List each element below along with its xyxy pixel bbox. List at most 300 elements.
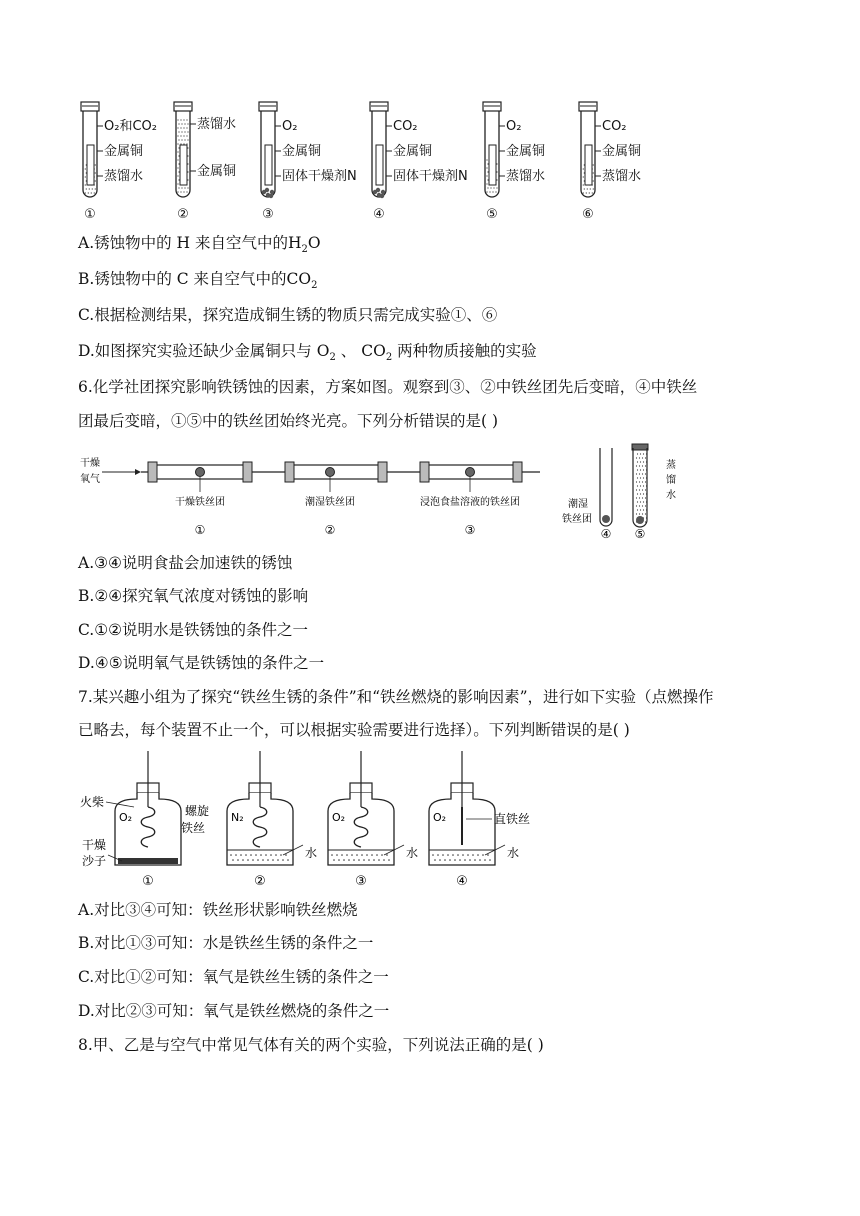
q5-option-a: A.锈蚀物中的 H 来自空气中的$H_2O$ bbox=[78, 234, 321, 256]
q5-option-c: C.根据检测结果，探究造成铜生锈的物质只需完成实验①、⑥ bbox=[78, 306, 498, 324]
desiccant-granule bbox=[380, 194, 384, 198]
water-dot bbox=[373, 859, 375, 861]
liquid-dot bbox=[184, 123, 185, 124]
liquid-dot bbox=[180, 119, 181, 120]
q5-option-b: B.锈蚀物中的 C 来自空气中的$CO_2$ bbox=[78, 270, 318, 292]
water-dot bbox=[235, 854, 237, 856]
q7-stem-line1: 7.某兴趣小组为了探究“铁丝生锈的条件”和“铁丝燃烧的影响因素”，进行如下实验（点燃操作 bbox=[78, 688, 714, 706]
liquid-dot bbox=[177, 159, 178, 160]
liquid-dot bbox=[590, 188, 591, 189]
water-dot bbox=[437, 854, 439, 856]
water-dot bbox=[637, 453, 638, 454]
liquid-dot bbox=[586, 192, 587, 193]
water-dot bbox=[643, 485, 644, 486]
water-dot bbox=[643, 461, 644, 462]
liquid-dot bbox=[487, 163, 488, 164]
water-dot bbox=[351, 854, 353, 856]
liquid-dot bbox=[181, 187, 182, 188]
liquid-dot bbox=[593, 180, 594, 181]
water-dot bbox=[636, 513, 637, 514]
water-dot bbox=[474, 859, 476, 861]
water-dot bbox=[333, 859, 335, 861]
tube-number: ④ bbox=[600, 527, 612, 541]
water-dot bbox=[482, 854, 484, 856]
liquid-dot bbox=[593, 164, 594, 165]
stopper-left bbox=[420, 462, 429, 482]
tube-label: 潮湿铁丝团 bbox=[305, 497, 355, 508]
water-dot bbox=[646, 485, 647, 486]
gas-label: O₂ bbox=[433, 811, 447, 824]
tube-number: ② bbox=[177, 207, 189, 222]
water-label: 水 bbox=[507, 846, 520, 860]
q7-option-b: B.对比①③可知：水是铁丝生锈的条件之一 bbox=[78, 934, 374, 952]
liquid-dot bbox=[496, 179, 497, 180]
liquid-dot bbox=[496, 187, 497, 188]
water-dot bbox=[484, 859, 486, 861]
water-dot bbox=[636, 489, 637, 490]
water-dot bbox=[467, 854, 469, 856]
liquid-dot bbox=[496, 163, 497, 164]
water-dot bbox=[636, 497, 637, 498]
water-dot bbox=[447, 854, 449, 856]
water-label: 水 bbox=[305, 846, 318, 860]
tube-label: 金属铜 bbox=[282, 144, 322, 159]
tube-label: 潮湿 bbox=[568, 499, 588, 510]
water-dot bbox=[388, 859, 390, 861]
water-dot bbox=[383, 859, 385, 861]
liquid-dot bbox=[177, 127, 178, 128]
water-dot bbox=[643, 509, 644, 510]
gas-bottle-3 bbox=[328, 751, 418, 889]
water-dot bbox=[646, 461, 647, 462]
q6-stem-line1: 6.化学社团探究影响铁锈蚀的因素，方案如图。观察到③、②中铁丝团先后变暗，④中铁丝 bbox=[78, 378, 698, 396]
water-dot bbox=[637, 477, 638, 478]
liquid-dot bbox=[489, 191, 490, 192]
tube-label: O₂ bbox=[282, 119, 298, 134]
water-dot bbox=[643, 469, 644, 470]
water-dot bbox=[640, 493, 641, 494]
water-dot bbox=[642, 481, 643, 482]
water-dot bbox=[642, 497, 643, 498]
water-dot bbox=[637, 493, 638, 494]
liquid-dot bbox=[486, 183, 487, 184]
tube-label: 铁丝团 bbox=[562, 514, 592, 525]
liquid-dot bbox=[85, 168, 86, 169]
liquid-dot bbox=[85, 176, 86, 177]
liquid-dot bbox=[177, 183, 178, 184]
water-dot bbox=[639, 473, 640, 474]
liquid-dot bbox=[187, 147, 188, 148]
liquid-dot bbox=[187, 131, 188, 132]
water-dot bbox=[252, 859, 254, 861]
q7-option-c: C.对比①②可知：氧气是铁丝生锈的条件之一 bbox=[78, 968, 389, 986]
water-dot bbox=[637, 469, 638, 470]
reaction-tube-1 bbox=[148, 462, 252, 537]
liquid-dot bbox=[178, 179, 179, 180]
coil-label: 铁丝 bbox=[181, 821, 206, 835]
liquid-dot bbox=[183, 191, 184, 192]
water-dot bbox=[343, 859, 345, 861]
liquid-dot bbox=[492, 191, 493, 192]
liquid-dot bbox=[180, 135, 181, 136]
water-dot bbox=[434, 859, 436, 861]
liquid-dot bbox=[187, 171, 188, 172]
water-dot bbox=[353, 859, 355, 861]
tube-number: ④ bbox=[373, 207, 385, 222]
water-dot bbox=[636, 465, 637, 466]
iron-rust-apparatus-figure bbox=[0, 440, 860, 550]
water-dot bbox=[479, 859, 481, 861]
water-dot bbox=[646, 453, 647, 454]
water-dot bbox=[637, 485, 638, 486]
water-dot bbox=[645, 465, 646, 466]
water-dot bbox=[356, 854, 358, 856]
water-dot bbox=[381, 854, 383, 856]
liquid-dot bbox=[487, 187, 488, 188]
liquid-dot bbox=[92, 188, 93, 189]
reaction-tube-3 bbox=[420, 462, 522, 537]
water-dot bbox=[444, 859, 446, 861]
water-dot bbox=[636, 481, 637, 482]
stopper-left bbox=[148, 462, 157, 482]
liquid-dot bbox=[496, 171, 497, 172]
water-dot bbox=[639, 489, 640, 490]
liquid-dot bbox=[186, 119, 187, 120]
water-dot bbox=[636, 505, 637, 506]
water-dot bbox=[282, 859, 284, 861]
water-dot bbox=[439, 859, 441, 861]
water-dot bbox=[285, 854, 287, 856]
gas-label: O₂ bbox=[332, 811, 346, 824]
tube-label: 金属铜 bbox=[104, 144, 144, 159]
water-dot bbox=[371, 854, 373, 856]
liquid-dot bbox=[178, 147, 179, 148]
liquid-dot bbox=[486, 167, 487, 168]
liquid-dot bbox=[593, 172, 594, 173]
water-dot bbox=[640, 453, 641, 454]
water-dot bbox=[230, 854, 232, 856]
water-dot bbox=[346, 854, 348, 856]
iron-wire-ball bbox=[466, 468, 475, 477]
water-dot bbox=[643, 453, 644, 454]
liquid-dot bbox=[177, 175, 178, 176]
water-dot bbox=[642, 465, 643, 466]
liquid-dot bbox=[178, 155, 179, 156]
water-dot bbox=[237, 859, 239, 861]
water-dot bbox=[646, 493, 647, 494]
tube-wall bbox=[633, 448, 647, 527]
liquid-dot bbox=[592, 192, 593, 193]
tube-label: 馏 bbox=[666, 475, 676, 486]
water-dot bbox=[645, 457, 646, 458]
liquid-dot bbox=[183, 127, 184, 128]
liquid-dot bbox=[587, 188, 588, 189]
liquid-dot bbox=[183, 119, 184, 120]
test-tube-6 bbox=[579, 102, 641, 222]
water-dot bbox=[265, 854, 267, 856]
iron-wire-ball bbox=[196, 468, 205, 477]
water-dot bbox=[378, 859, 380, 861]
liquid-dot bbox=[583, 184, 584, 185]
liquid-dot bbox=[178, 123, 179, 124]
water-dot bbox=[459, 859, 461, 861]
water-dot bbox=[643, 493, 644, 494]
water-dot bbox=[472, 854, 474, 856]
water-dot bbox=[262, 859, 264, 861]
gas-bottle-1 bbox=[115, 751, 181, 889]
test-tubes-figure bbox=[0, 0, 860, 225]
liquid-dot bbox=[95, 172, 96, 173]
liquid-dot bbox=[177, 151, 178, 152]
liquid-dot bbox=[187, 179, 188, 180]
water-dot bbox=[242, 859, 244, 861]
liquid-dot bbox=[95, 164, 96, 165]
water-dot bbox=[646, 469, 647, 470]
water-dot bbox=[247, 859, 249, 861]
liquid-dot bbox=[177, 191, 178, 192]
water-dot bbox=[363, 859, 365, 861]
water-dot bbox=[348, 859, 350, 861]
water-label: 水 bbox=[406, 846, 419, 860]
tube-label: O₂和CO₂ bbox=[104, 119, 157, 134]
tube-label: 浸泡食盐溶液的铁丝团 bbox=[420, 497, 520, 508]
water-dot bbox=[358, 859, 360, 861]
water-dot bbox=[642, 513, 643, 514]
water-dot bbox=[640, 477, 641, 478]
copper-strip bbox=[87, 145, 94, 185]
copper-strip bbox=[376, 145, 383, 185]
water-dot bbox=[442, 854, 444, 856]
q5-option-d: D.如图探究实验还缺少金属铜只与 $O_2$ 、 $CO_2$ 两种物质接触的实验 bbox=[78, 342, 537, 364]
liquid-dot bbox=[187, 123, 188, 124]
water-dot bbox=[640, 501, 641, 502]
desiccant-granule bbox=[269, 194, 273, 198]
water-dot bbox=[640, 461, 641, 462]
liquid-dot bbox=[589, 192, 590, 193]
water-dot bbox=[487, 854, 489, 856]
water-dot bbox=[477, 854, 479, 856]
tube-number: ⑥ bbox=[582, 207, 594, 222]
water-dot bbox=[336, 854, 338, 856]
sand-label: 沙子 bbox=[82, 854, 107, 868]
water-dot bbox=[637, 461, 638, 462]
q6-option-b: B.②④探究氧气浓度对锈蚀的影响 bbox=[78, 587, 309, 605]
bottle-number: ③ bbox=[355, 874, 367, 889]
liquid-dot bbox=[178, 187, 179, 188]
water-dot bbox=[255, 854, 257, 856]
stopper-left bbox=[285, 462, 294, 482]
liquid-dot bbox=[583, 192, 584, 193]
coil-label: 螺旋 bbox=[185, 804, 210, 818]
water-dot bbox=[272, 859, 274, 861]
copper-strip bbox=[265, 145, 272, 185]
liquid-dot bbox=[186, 191, 187, 192]
water-dot bbox=[464, 859, 466, 861]
water-dot bbox=[280, 854, 282, 856]
liquid-dot bbox=[490, 187, 491, 188]
water-dot bbox=[250, 854, 252, 856]
liquid-dot bbox=[178, 163, 179, 164]
desiccant-granule bbox=[270, 190, 274, 194]
liquid-dot bbox=[178, 131, 179, 132]
liquid-dot bbox=[177, 119, 178, 120]
liquid-dot bbox=[180, 127, 181, 128]
tube-number: ③ bbox=[464, 523, 476, 537]
tube-label: 固体干燥剂N bbox=[393, 169, 468, 184]
liquid-dot bbox=[180, 191, 181, 192]
water-dot bbox=[639, 505, 640, 506]
water-dot bbox=[645, 489, 646, 490]
water-dot bbox=[643, 501, 644, 502]
copper-strip bbox=[585, 145, 592, 185]
water-dot bbox=[232, 859, 234, 861]
water-dot bbox=[457, 854, 459, 856]
liquid-dot bbox=[187, 139, 188, 140]
liquid-dot bbox=[486, 175, 487, 176]
test-tube-4 bbox=[370, 102, 468, 222]
water-dot bbox=[646, 501, 647, 502]
q6-option-d: D.④⑤说明氧气是铁锈蚀的条件之一 bbox=[78, 654, 325, 672]
tube-wall bbox=[600, 448, 612, 526]
liquid-dot bbox=[187, 163, 188, 164]
liquid-dot bbox=[177, 143, 178, 144]
tube-number: ② bbox=[324, 523, 336, 537]
q7-option-d: D.对比②③可知：氧气是铁丝燃烧的条件之一 bbox=[78, 1002, 390, 1020]
tube-label: O₂ bbox=[506, 119, 522, 134]
liquid-dot bbox=[85, 184, 86, 185]
water-dot bbox=[639, 481, 640, 482]
stopper-right bbox=[243, 462, 252, 482]
water-dot bbox=[432, 854, 434, 856]
test-tube-2 bbox=[174, 102, 236, 222]
liquid-dot bbox=[178, 139, 179, 140]
desiccant-granule bbox=[381, 190, 385, 194]
tube-label: 金属铜 bbox=[506, 144, 546, 159]
liquid-dot bbox=[583, 168, 584, 169]
liquid-dot bbox=[486, 159, 487, 160]
dry-sand bbox=[118, 858, 178, 864]
liquid-dot bbox=[495, 191, 496, 192]
q7-option-a: A.对比③④可知：铁丝形状影响铁丝燃烧 bbox=[78, 901, 358, 919]
water-dot bbox=[636, 473, 637, 474]
water-dot bbox=[645, 473, 646, 474]
liquid-dot bbox=[91, 192, 92, 193]
copper-strip bbox=[489, 145, 496, 185]
water-dot bbox=[642, 457, 643, 458]
water-dot bbox=[462, 854, 464, 856]
water-dot bbox=[642, 473, 643, 474]
liquid-dot bbox=[95, 188, 96, 189]
desiccant-granule bbox=[265, 188, 269, 192]
water-dot bbox=[257, 859, 259, 861]
liquid-dot bbox=[181, 123, 182, 124]
copper-strip bbox=[180, 145, 187, 185]
iron-wire-ball bbox=[602, 515, 610, 523]
liquid-dot bbox=[184, 187, 185, 188]
q6-option-c: C.①②说明水是铁锈蚀的条件之一 bbox=[78, 621, 309, 639]
stopper-right bbox=[378, 462, 387, 482]
water-dot bbox=[245, 854, 247, 856]
test-tube-5 bbox=[632, 444, 676, 541]
water-dot bbox=[489, 859, 491, 861]
liquid-dot bbox=[187, 155, 188, 156]
water-dot bbox=[386, 854, 388, 856]
bottle-number: ④ bbox=[456, 874, 468, 889]
liquid-dot bbox=[94, 192, 95, 193]
liquid-dot bbox=[486, 191, 487, 192]
water-dot bbox=[646, 477, 647, 478]
liquid-dot bbox=[178, 171, 179, 172]
water-dot bbox=[338, 859, 340, 861]
sand-label: 干燥 bbox=[82, 838, 107, 852]
tube-label: 蒸馏水 bbox=[197, 117, 237, 132]
tube-label: CO₂ bbox=[602, 119, 627, 134]
gas-label: O₂ bbox=[119, 811, 133, 824]
water-dot bbox=[454, 859, 456, 861]
water-dot bbox=[637, 501, 638, 502]
match-label: 火柴 bbox=[80, 795, 105, 809]
water-dot bbox=[640, 509, 641, 510]
water-dot bbox=[376, 854, 378, 856]
q8-stem: 8.甲、乙是与空气中常见气体有关的两个实验，下列说法正确的是( ) bbox=[78, 1036, 544, 1054]
liquid-dot bbox=[593, 188, 594, 189]
water-dot bbox=[639, 457, 640, 458]
bottle-number: ① bbox=[142, 874, 154, 889]
liquid-dot bbox=[183, 143, 184, 144]
gas-label: 氧气 bbox=[80, 474, 100, 485]
liquid-dot bbox=[184, 131, 185, 132]
tube-number: ① bbox=[84, 207, 96, 222]
tube-label: 水 bbox=[666, 490, 676, 501]
tube-label: 金属铜 bbox=[393, 144, 433, 159]
water-dot bbox=[645, 513, 646, 514]
water-dot bbox=[449, 859, 451, 861]
test-tube-5 bbox=[483, 102, 545, 222]
liquid-dot bbox=[85, 192, 86, 193]
liquid-dot bbox=[487, 179, 488, 180]
test-tube-1 bbox=[81, 102, 157, 222]
water-dot bbox=[366, 854, 368, 856]
test-tube-4 bbox=[562, 448, 612, 541]
liquid-dot bbox=[89, 188, 90, 189]
straight-wire-label: 直铁丝 bbox=[494, 812, 531, 826]
liquid-dot bbox=[186, 127, 187, 128]
water-dot bbox=[645, 521, 646, 522]
bottle-number: ② bbox=[254, 874, 266, 889]
tube-label: 固体干燥剂N bbox=[282, 169, 357, 184]
tube-label: 金属铜 bbox=[197, 164, 237, 179]
water-dot bbox=[287, 859, 289, 861]
water-dot bbox=[639, 465, 640, 466]
gas-bottle-2 bbox=[227, 751, 317, 889]
iron-wire-ball bbox=[326, 468, 335, 477]
tube-label: 蒸馏水 bbox=[506, 169, 546, 184]
liquid-dot bbox=[186, 135, 187, 136]
water-dot bbox=[275, 854, 277, 856]
q7-stem-line2: 已略去，每个装置不止一个，可以根据实验需要进行选择）。下列判断错误的是( ) bbox=[78, 721, 630, 739]
water-dot bbox=[639, 497, 640, 498]
liquid-dot bbox=[186, 143, 187, 144]
liquid-dot bbox=[583, 176, 584, 177]
liquid-dot bbox=[95, 180, 96, 181]
tube-label: 金属铜 bbox=[602, 144, 642, 159]
water-dot bbox=[452, 854, 454, 856]
q6-option-a: A.③④说明食盐会加速铁的锈蚀 bbox=[78, 554, 293, 572]
water-dot bbox=[645, 497, 646, 498]
liquid-dot bbox=[86, 188, 87, 189]
liquid-dot bbox=[181, 131, 182, 132]
tube-label: 蒸 bbox=[666, 460, 676, 471]
